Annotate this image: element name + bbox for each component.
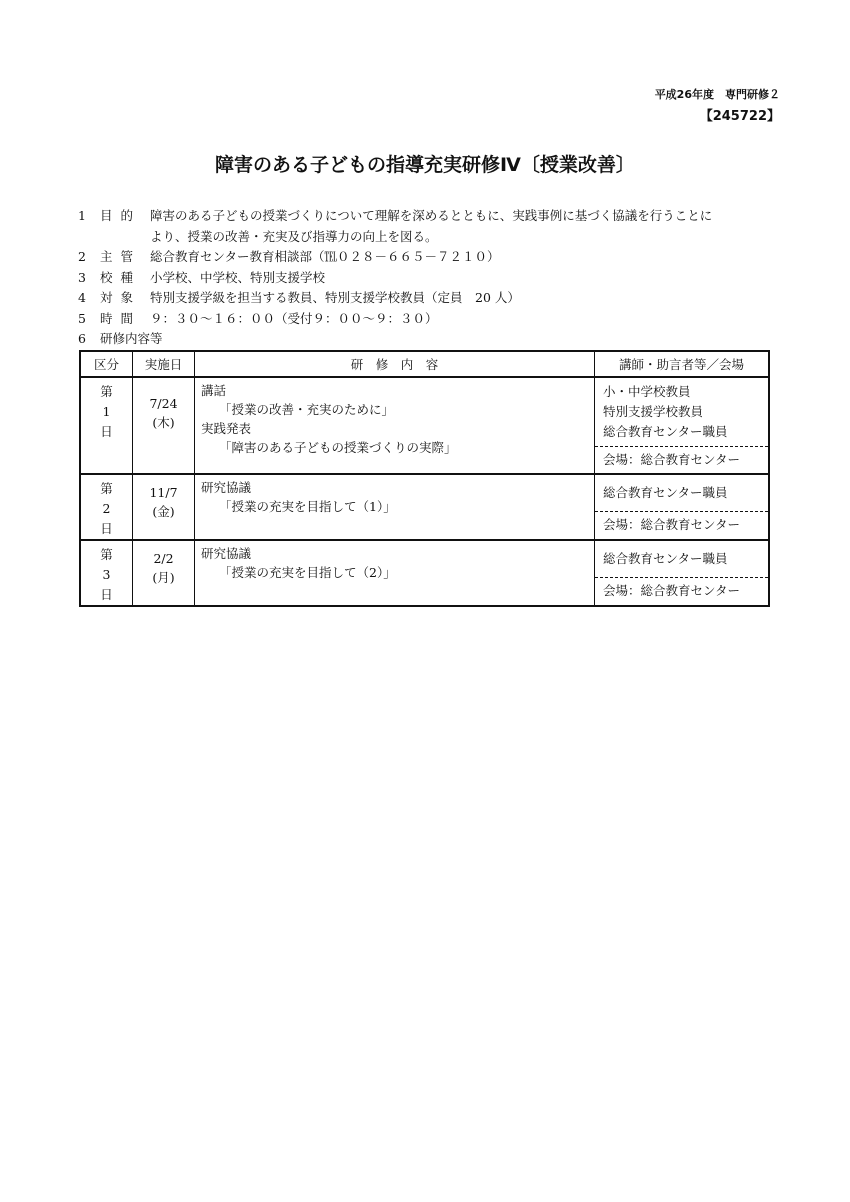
item-number: 2 [78, 249, 86, 264]
schedule-table [79, 350, 770, 607]
item-school-type [78, 268, 778, 289]
item-label: 研修内容等 [100, 331, 163, 346]
header-content: 研 修 内 容 [195, 351, 595, 377]
session-content: 研究協議 「授業の充実を目指して（2）」 [201, 546, 396, 580]
item-text: 障害のある子どもの授業づくりについて理解を深めるとともに、実践事例に基づく協議を行うことに [150, 208, 713, 223]
item-number: 6 [78, 331, 86, 346]
item-text: 特別支援学級を担当する教員、特別支援学校教員（定員 20 人） [150, 290, 520, 305]
item-text: ９：３０～１６：００（受付９：００～９：３０） [150, 310, 438, 326]
course-overview [78, 206, 778, 350]
item-number: 5 [78, 310, 86, 326]
item-text-continuation: より、授業の改善・充実及び指導力の向上を図る。 [150, 228, 438, 244]
session-date: 2/2 (月) [152, 551, 175, 585]
header-instructors: 講師・助言者等／会場 [595, 351, 770, 377]
item-organizer [78, 247, 778, 268]
item-text: 総合教育センター教育相談部（℡０２８－６６５－７２１０） [150, 249, 500, 264]
session-date: 7/24 (木) [149, 396, 178, 430]
item-label: 時 間 [100, 310, 135, 326]
header-date: 実施日 [133, 351, 195, 377]
table-row [80, 474, 769, 540]
item-text: 小学校、中学校、特別支援学校 [150, 269, 326, 285]
item-contents [78, 329, 778, 350]
instructor-list: 総合教育センター職員 [603, 551, 728, 566]
day-label: 第 1 日 [100, 384, 113, 439]
header-division: 区分 [80, 351, 133, 377]
day-label: 第 2 日 [100, 481, 113, 536]
item-label: 対 象 [100, 290, 135, 305]
item-number: 1 [78, 208, 86, 223]
table-header-row [80, 351, 769, 377]
item-target [78, 288, 778, 309]
item-time [78, 309, 778, 330]
table-row [80, 377, 769, 474]
item-number: 4 [78, 290, 86, 305]
session-content: 研究協議 「授業の充実を目指して（1）」 [201, 480, 396, 514]
instructor-list: 小・中学校教員 特別支援学校教員 総合教育センター職員 [603, 384, 728, 439]
venue: 会場：総合教育センター [595, 511, 768, 538]
venue: 会場：総合教育センター [595, 446, 768, 473]
session-date: 11/7 (金) [149, 485, 178, 519]
page-title: 障害のある子どもの指導充実研修Ⅳ〔授業改善〕 [215, 154, 635, 176]
venue: 会場：総合教育センター [595, 577, 768, 604]
item-label: 校 種 [100, 269, 135, 285]
item-label: 目 的 [100, 208, 135, 223]
course-code: 【245722】 [699, 109, 780, 124]
item-label: 主 管 [100, 249, 135, 264]
session-content: 講話 「授業の改善・充実のために」 実践発表 「障害のある子どもの授業づくりの実際」 [201, 383, 457, 455]
table-row [80, 540, 769, 606]
year-course-line: 平成26年度 専門研修２ [654, 88, 780, 101]
item-number: 3 [78, 269, 86, 285]
item-purpose [78, 206, 778, 227]
instructor-list: 総合教育センター職員 [603, 485, 728, 500]
day-label: 第 3 日 [100, 547, 113, 602]
